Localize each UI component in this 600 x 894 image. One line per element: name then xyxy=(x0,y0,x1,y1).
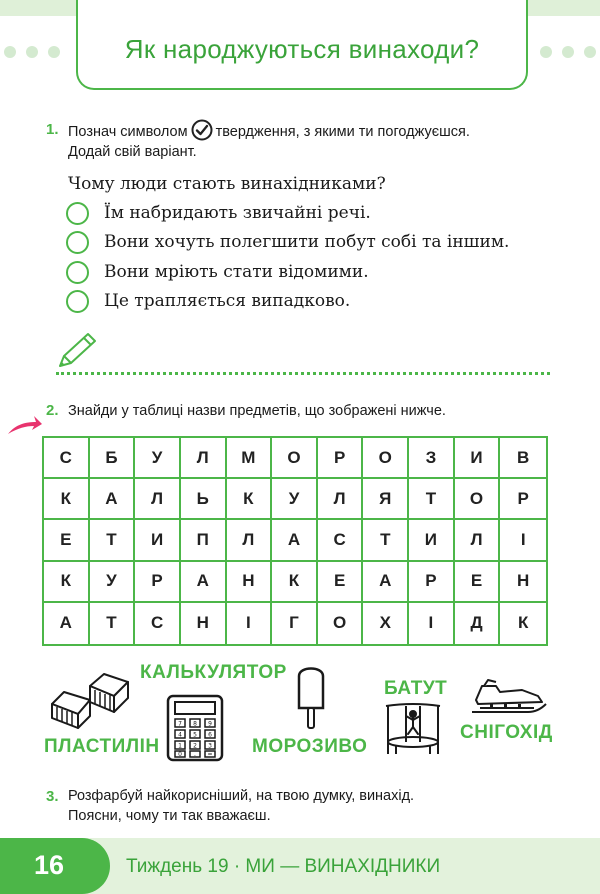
task1-number: 1. xyxy=(46,121,59,138)
calc-key: 2 xyxy=(193,742,197,750)
calc-key: 5 xyxy=(193,731,197,739)
calc-key: 8 xyxy=(193,720,197,728)
word-calculator: КАЛЬКУЛЯТОР xyxy=(140,662,287,683)
grid-cell[interactable]: А xyxy=(90,479,136,520)
grid-cell[interactable]: Е xyxy=(318,562,364,603)
grid-cell[interactable]: С xyxy=(135,603,181,644)
option-label: Це трапляється випадково. xyxy=(104,291,351,311)
word-search-grid xyxy=(42,436,548,646)
grid-cell[interactable]: Б xyxy=(90,438,136,479)
grid-cell[interactable]: А xyxy=(363,562,409,603)
grid-cell[interactable]: М xyxy=(227,438,273,479)
grid-cell[interactable]: У xyxy=(272,479,318,520)
footer-title: Тиждень 19 · МИ — ВИНАХІДНИКИ xyxy=(126,856,441,877)
decor-dot xyxy=(584,46,596,58)
grid-cell[interactable]: О xyxy=(318,603,364,644)
grid-cell[interactable]: У xyxy=(135,438,181,479)
grid-cell[interactable]: Е xyxy=(455,562,501,603)
grid-cell[interactable]: Х xyxy=(363,603,409,644)
option-checkbox[interactable] xyxy=(66,290,89,313)
grid-cell[interactable]: Е xyxy=(44,520,90,561)
grid-cell[interactable]: Т xyxy=(363,520,409,561)
task1-line1-b: твердження, з якими ти погоджуєшся. xyxy=(215,124,470,140)
task1-line2: Додай свій варіант. xyxy=(68,144,197,160)
grid-cell[interactable]: Л xyxy=(135,479,181,520)
calc-key: = xyxy=(207,751,213,758)
calc-key: 6 xyxy=(208,731,212,739)
snowmobile-icon xyxy=(470,678,550,716)
option-label: Вони хочуть полегшити побут собі та іншим. xyxy=(104,232,510,252)
grid-cell[interactable]: Л xyxy=(227,520,273,561)
check-circle-icon xyxy=(191,119,213,141)
grid-cell[interactable]: Н xyxy=(227,562,273,603)
grid-cell[interactable]: К xyxy=(227,479,273,520)
page-number: 16 xyxy=(34,850,65,880)
grid-cell[interactable]: Л xyxy=(455,520,501,561)
task3-number: 3. xyxy=(46,788,59,805)
decor-dot xyxy=(540,46,552,58)
grid-cell[interactable]: З xyxy=(409,438,455,479)
calc-key: 4 xyxy=(178,731,182,739)
grid-cell[interactable]: Д xyxy=(455,603,501,644)
task3-text xyxy=(68,786,414,826)
grid-cell[interactable]: І xyxy=(409,603,455,644)
grid-cell[interactable]: О xyxy=(455,479,501,520)
word-plastilin: ПЛАСТИЛІН xyxy=(44,736,160,757)
plasticine-icon xyxy=(48,668,134,730)
grid-cell[interactable]: Ь xyxy=(181,479,227,520)
grid-cell[interactable]: Л xyxy=(318,479,364,520)
grid-cell[interactable]: А xyxy=(272,520,318,561)
grid-cell[interactable]: И xyxy=(455,438,501,479)
word-snigohid: СНІГОХІД xyxy=(460,722,553,743)
grid-cell[interactable]: Р xyxy=(318,438,364,479)
task1-instructions xyxy=(68,119,568,162)
ice-cream-icon xyxy=(296,662,326,730)
grid-cell[interactable]: С xyxy=(44,438,90,479)
option-checkbox[interactable] xyxy=(66,202,89,225)
task3-line1: Розфарбуй найкорисніший, на твою думку, винахід. xyxy=(68,788,415,804)
task2-number: 2. xyxy=(46,402,59,419)
task3-line2: Поясни, чому ти так вважаєш. xyxy=(68,808,271,824)
option-checkbox[interactable] xyxy=(66,261,89,284)
grid-cell[interactable]: К xyxy=(44,562,90,603)
grid-cell[interactable]: Т xyxy=(90,520,136,561)
task2-text: Знайди у таблиці назви предметів, що зображені нижче. xyxy=(68,403,446,419)
page-title: Як народжуються винаходи? xyxy=(124,34,480,64)
title-box xyxy=(76,0,528,90)
decor-dot xyxy=(26,46,38,58)
grid-cell[interactable]: О xyxy=(363,438,409,479)
grid-cell[interactable]: П xyxy=(181,520,227,561)
grid-cell[interactable]: А xyxy=(44,603,90,644)
calc-key: 3 xyxy=(208,742,212,750)
decor-dot xyxy=(48,46,60,58)
grid-cell[interactable]: И xyxy=(135,520,181,561)
grid-cell[interactable]: У xyxy=(90,562,136,603)
grid-cell[interactable]: Н xyxy=(500,562,546,603)
calculator-icon xyxy=(166,694,224,762)
grid-cell[interactable]: Т xyxy=(409,479,455,520)
option-label: Їм набридають звичайні речі. xyxy=(104,203,371,223)
calc-key: 0 xyxy=(178,751,182,758)
grid-cell[interactable]: Н xyxy=(181,603,227,644)
calc-key: . xyxy=(194,751,196,758)
grid-cell[interactable]: О xyxy=(272,438,318,479)
answer-line[interactable] xyxy=(56,372,550,375)
grid-cell[interactable]: В xyxy=(500,438,546,479)
pencil-icon xyxy=(54,330,100,370)
grid-cell[interactable]: К xyxy=(272,562,318,603)
grid-cell[interactable]: Р xyxy=(500,479,546,520)
trampoline-icon xyxy=(384,702,442,756)
grid-cell[interactable]: А xyxy=(181,562,227,603)
grid-cell[interactable]: Л xyxy=(181,438,227,479)
arrow-pointer-icon xyxy=(6,414,42,440)
task1-question: Чому люди стають винахідниками? xyxy=(68,174,386,194)
decor-dot xyxy=(562,46,574,58)
task1-line1-a: Познач символом xyxy=(68,124,188,140)
grid-cell[interactable]: Р xyxy=(409,562,455,603)
grid-cell[interactable]: Я xyxy=(363,479,409,520)
grid-cell[interactable]: С xyxy=(318,520,364,561)
grid-cell[interactable]: Т xyxy=(90,603,136,644)
calc-key: 7 xyxy=(178,720,182,728)
option-checkbox[interactable] xyxy=(66,231,89,254)
grid-cell[interactable]: К xyxy=(517,613,529,633)
decor-dot xyxy=(4,46,16,58)
grid-cell[interactable]: Р xyxy=(135,562,181,603)
grid-cell[interactable]: И xyxy=(409,520,455,561)
grid-cell[interactable]: К xyxy=(44,479,90,520)
grid-cell[interactable]: І xyxy=(500,520,546,561)
word-batut: БАТУТ xyxy=(384,678,448,699)
word-morozyvo: МОРОЗИВО xyxy=(252,736,368,757)
calc-key: 1 xyxy=(178,742,182,750)
option-label: Вони мріють стати відомими. xyxy=(104,262,369,282)
grid-cell[interactable]: Г xyxy=(272,603,318,644)
calc-key: 9 xyxy=(208,720,212,728)
grid-cell[interactable]: І xyxy=(227,603,273,644)
